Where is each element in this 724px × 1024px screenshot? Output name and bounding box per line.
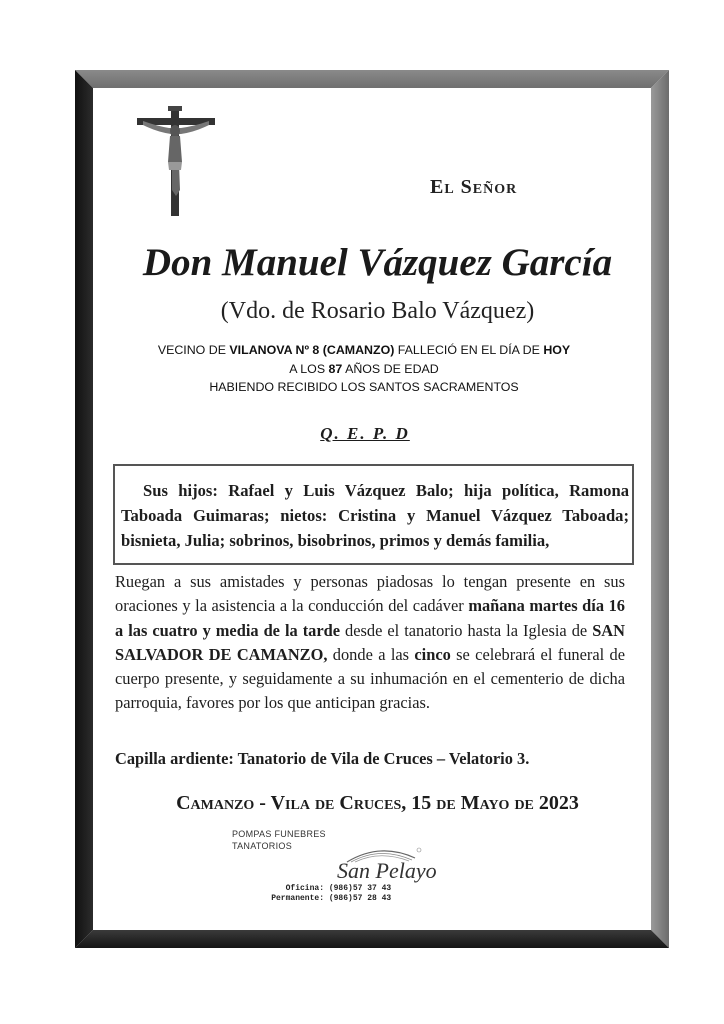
frame-top-edge bbox=[75, 70, 669, 88]
widower-note: (Vdo. de Rosario Balo Vázquez) bbox=[220, 298, 535, 324]
san-pelayo-logo-text: San Pelayo bbox=[337, 858, 437, 883]
age-line: A LOS 87 AÑOS DE EDAD bbox=[289, 362, 439, 376]
frame-right-edge bbox=[651, 70, 669, 948]
residence-line: VECINO DE VILANOVA Nº 8 (CAMANZO) FALLECIÓ EN EL DÍA DE HOY bbox=[157, 343, 571, 357]
header-title: El Señor bbox=[430, 176, 518, 198]
deceased-name: Don Manuel Vázquez García bbox=[142, 241, 613, 284]
funeral-home-line1: POMPAS FUNEBRES bbox=[232, 829, 326, 839]
funeral-home-line2: TANATORIOS bbox=[232, 841, 293, 851]
crucifix-icon bbox=[137, 104, 215, 218]
place-date: Camanzo - Vila de Cruces, 15 de Mayo de 2023 bbox=[176, 792, 579, 814]
frame-left-edge bbox=[75, 70, 93, 948]
sacraments-line: HABIENDO RECIBIDO LOS SANTOS SACRAMENTOS bbox=[209, 380, 519, 394]
frame-bottom-edge bbox=[75, 930, 669, 948]
request-paragraph: Ruegan a sus amistades y personas piadosas lo tengan presente en sus oraciones y la asistencia a la conducción del cadáver mañana martes día 16 a las cuatro y media de la tarde desde el tanatorio hasta la Iglesia de SAN SALVADOR DE CAMANZO, donde a las cinco se celebrará el funeral de cuerpo presente, y seguidamente a su inhumación en el cementerio de dicha parroquia, favores por los que anticipan gracias. bbox=[115, 572, 625, 713]
capilla-ardiente: Capilla ardiente: Tanatorio de Vila de Cruces – Velatorio 3. bbox=[115, 749, 530, 768]
qepd-label: Q. E. P. D bbox=[320, 424, 410, 443]
funeral-home-label bbox=[232, 828, 326, 852]
office-phone-row: Oficina: (986)57 37 43 bbox=[285, 884, 392, 893]
permanent-phone-row: Permanente: (986)57 28 43 bbox=[271, 894, 392, 903]
family-text: Sus hijos: Rafael y Luis Vázquez Balo; hija política, Ramona Taboada Guimaras; nietos: Cristina y Manuel Vázquez Taboada; bisnieta, Julia; sobrinos, bisobrinos, primos y demás familia, bbox=[121, 481, 629, 550]
phone-numbers bbox=[260, 884, 391, 904]
